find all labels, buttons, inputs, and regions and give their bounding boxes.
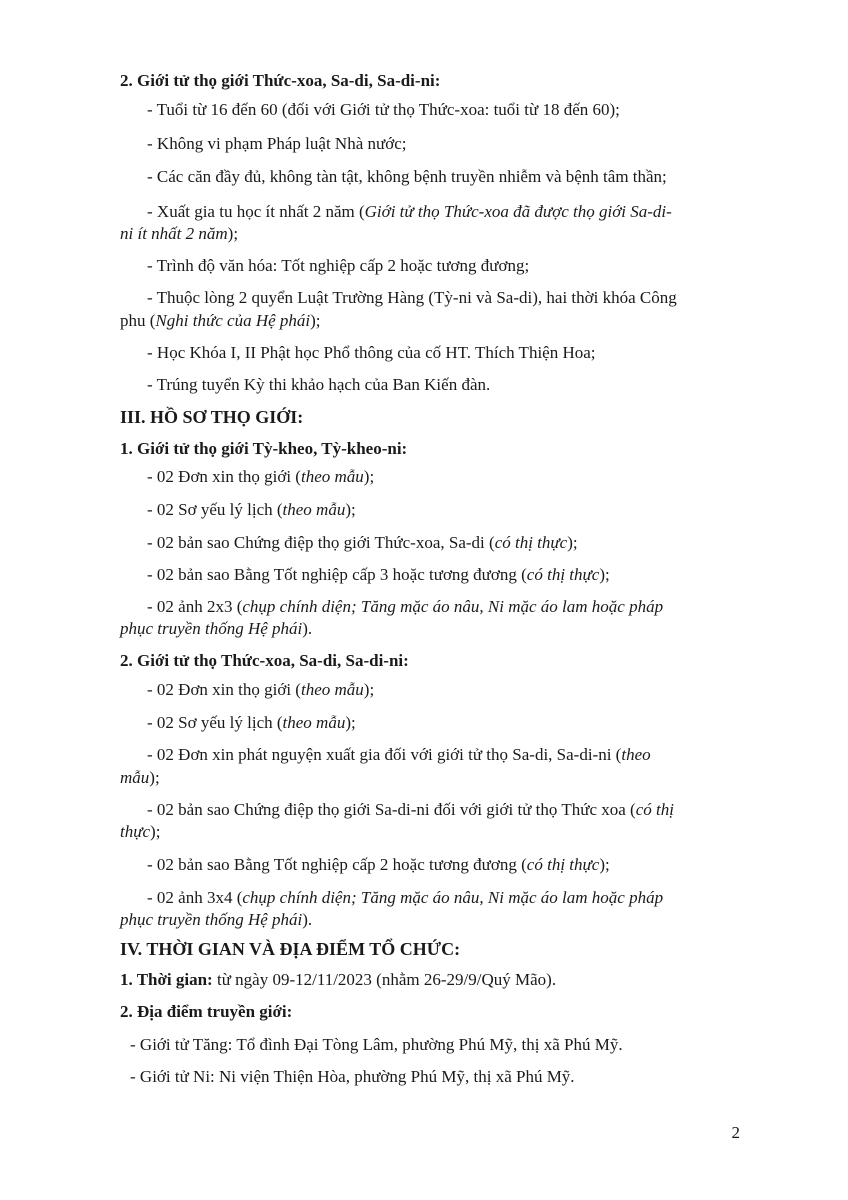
time-label: 1. Thời gian: bbox=[120, 970, 213, 989]
list-item bbox=[147, 854, 610, 876]
list-item-continuation bbox=[120, 310, 321, 332]
section-2-title: 2. Giới tử thọ giới Thức-xoa, Sa-di, Sa-di-ni: bbox=[120, 71, 441, 90]
list-item: - Trình độ văn hóa: Tốt nghiệp cấp 2 hoặc tương đương; bbox=[147, 256, 530, 275]
item-italic: thực bbox=[120, 822, 151, 841]
list-item bbox=[147, 679, 374, 701]
list-item bbox=[147, 744, 651, 766]
item-end: ); bbox=[599, 855, 610, 874]
item-text: - 02 ảnh 2x3 ( bbox=[147, 597, 243, 616]
item-italic: Giới tử thọ Thức-xoa đã được thọ giới Sa-di- bbox=[364, 202, 672, 221]
item-italic: có thị thực bbox=[494, 533, 568, 552]
list-item bbox=[147, 564, 610, 586]
item-end: ); bbox=[345, 500, 356, 519]
item-italic: theo mẫu bbox=[282, 500, 346, 519]
list-item bbox=[147, 201, 672, 223]
item-italic: phục truyền thống Hệ phái bbox=[120, 910, 303, 929]
item-text: - 02 bản sao Bằng Tốt nghiệp cấp 2 hoặc tương đương ( bbox=[147, 855, 527, 874]
list-item bbox=[147, 532, 578, 554]
item-end: ). bbox=[302, 910, 313, 929]
list-item bbox=[147, 799, 674, 821]
list-item: - Giới tử Tăng: Tổ đình Đại Tòng Lâm, phường Phú Mỹ, thị xã Phú Mỹ. bbox=[130, 1035, 623, 1054]
subsection-3-1-title: 1. Giới tử thọ giới Tỳ-kheo, Tỳ-kheo-ni: bbox=[120, 439, 408, 458]
list-item: - Học Khóa I, II Phật học Phổ thông của cố HT. Thích Thiện Hoa; bbox=[147, 343, 596, 362]
item-end: ); bbox=[149, 768, 160, 787]
item-italic: theo mẫu bbox=[300, 680, 364, 699]
item-italic: phục truyền thống Hệ phái bbox=[120, 619, 303, 638]
item-end: ); bbox=[310, 311, 321, 330]
item-text: - 02 Sơ yếu lý lịch ( bbox=[147, 500, 283, 519]
list-item: - Tuổi từ 16 đến 60 (đối với Giới tử thọ Thức-xoa: tuổi từ 18 đến 60); bbox=[147, 100, 620, 119]
item-end: ); bbox=[345, 713, 356, 732]
item-text: - 02 Đơn xin thọ giới ( bbox=[147, 680, 301, 699]
list-item bbox=[147, 499, 356, 521]
list-item-continuation bbox=[120, 909, 312, 931]
item-italic: Nghi thức của Hệ phái bbox=[155, 311, 311, 330]
list-item: - Các căn đầy đủ, không tàn tật, không bệnh truyền nhiễm và bệnh tâm thần; bbox=[147, 167, 667, 186]
list-item bbox=[147, 712, 356, 734]
item-text: - 02 bản sao Chứng điệp thọ giới Sa-di-ni đối với giới tử thọ Thức xoa ( bbox=[147, 800, 636, 819]
item-text: - 02 Đơn xin phát nguyện xuất gia đối với giới tử thọ Sa-di, Sa-di-ni ( bbox=[147, 745, 622, 764]
page-number: 2 bbox=[731, 1123, 740, 1142]
item-italic: chụp chính diện; Tăng mặc áo nâu, Ni mặc áo lam hoặc pháp bbox=[242, 888, 664, 907]
time-value: từ ngày 09-12/11/2023 (nhằm 26-29/9/Quý Mão). bbox=[212, 970, 557, 989]
list-item bbox=[147, 466, 374, 488]
item-italic: theo mẫu bbox=[282, 713, 346, 732]
item-italic: mẫu bbox=[120, 768, 150, 787]
time-line bbox=[120, 969, 556, 991]
section-4-title: IV. THỜI GIAN VÀ ĐỊA ĐIỂM TỔ CHỨC: bbox=[120, 939, 461, 959]
list-item-continuation bbox=[120, 618, 312, 640]
item-italic: theo mẫu bbox=[300, 467, 364, 486]
section-3-title: III. HỒ SƠ THỌ GIỚI: bbox=[120, 407, 304, 427]
list-item-continuation bbox=[120, 767, 160, 789]
item-italic: có thị thực bbox=[526, 855, 600, 874]
item-italic: theo bbox=[621, 745, 651, 764]
item-italic: ni ít nhất 2 năm bbox=[120, 224, 228, 243]
list-item bbox=[147, 596, 663, 618]
item-italic: có thị thực bbox=[526, 565, 600, 584]
item-text: - 02 ảnh 3x4 ( bbox=[147, 888, 243, 907]
item-end: ); bbox=[363, 680, 375, 699]
item-text: - 02 bản sao Bằng Tốt nghiệp cấp 3 hoặc tương đương ( bbox=[147, 565, 527, 584]
item-end: ); bbox=[599, 565, 610, 584]
subsection-3-2-title: 2. Giới tử thọ Thức-xoa, Sa-di, Sa-di-ni: bbox=[120, 651, 409, 670]
item-end: ); bbox=[150, 822, 161, 841]
list-item: - Không vi phạm Pháp luật Nhà nước; bbox=[147, 134, 407, 153]
item-text: phu ( bbox=[120, 311, 156, 330]
list-item: - Thuộc lòng 2 quyển Luật Trường Hàng (Tỳ-ni và Sa-di), hai thời khóa Công bbox=[147, 288, 677, 307]
item-end: ). bbox=[302, 619, 313, 638]
list-item bbox=[147, 887, 663, 909]
item-text: - 02 Sơ yếu lý lịch ( bbox=[147, 713, 283, 732]
item-end: ); bbox=[227, 224, 239, 243]
list-item-continuation bbox=[120, 821, 160, 843]
item-italic: có thị bbox=[635, 800, 674, 819]
item-end: ); bbox=[363, 467, 375, 486]
item-text: - 02 Đơn xin thọ giới ( bbox=[147, 467, 301, 486]
item-text: - Xuất gia tu học ít nhất 2 năm ( bbox=[147, 202, 365, 221]
place-title: 2. Địa điểm truyền giới: bbox=[120, 1002, 293, 1021]
item-text: - 02 bản sao Chứng điệp thọ giới Thức-xoa, Sa-di ( bbox=[147, 533, 495, 552]
item-end: ); bbox=[567, 533, 578, 552]
item-italic: chụp chính diện; Tăng mặc áo nâu, Ni mặc áo lam hoặc pháp bbox=[242, 597, 664, 616]
list-item: - Giới tử Ni: Ni viện Thiện Hòa, phường Phú Mỹ, thị xã Phú Mỹ. bbox=[130, 1067, 575, 1086]
list-item-continuation bbox=[120, 223, 238, 245]
list-item: - Trúng tuyển Kỳ thi khảo hạch của Ban Kiến đàn. bbox=[147, 375, 491, 394]
